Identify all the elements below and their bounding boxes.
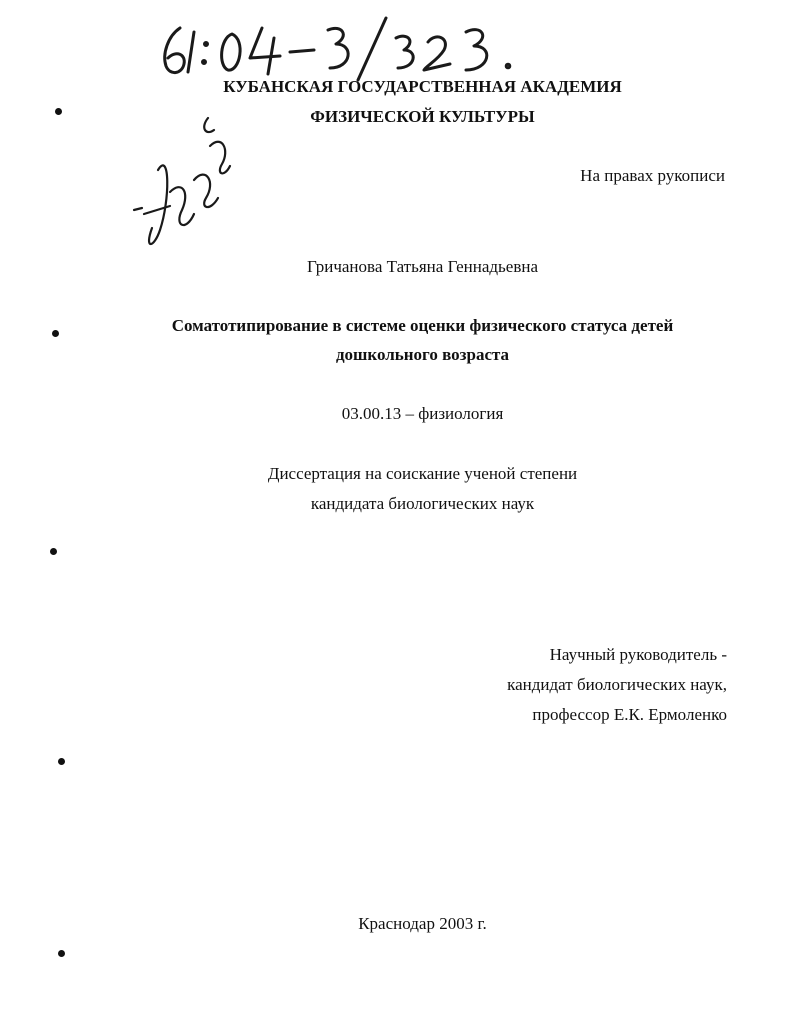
- degree-line-2: кандидата биологических наук: [310, 494, 535, 513]
- author-name: Гричанова Татьяна Геннадьевна: [306, 257, 539, 276]
- handwritten-signature: [130, 110, 240, 255]
- supervisor-line-3: профессор Е.К. Ермоленко: [532, 705, 727, 724]
- binding-hole-mark: [50, 548, 57, 555]
- degree-line-1: Диссертация на соискание ученой степени: [267, 464, 578, 483]
- institution-line-2: ФИЗИЧЕСКОЙ КУЛЬТУРЫ: [310, 107, 535, 126]
- institution-line-1: КУБАНСКАЯ ГОСУДАРСТВЕННАЯ АКАДЕМИЯ: [223, 77, 622, 96]
- supervisor-line-2: кандидат биологических наук,: [507, 675, 727, 694]
- specialty-code: 03.00.13 – физиология: [341, 404, 504, 423]
- supervisor-line-1: Научный руководитель -: [549, 645, 727, 664]
- rights-note: На правах рукописи: [580, 166, 725, 185]
- dissertation-title-line-2: дошкольного возраста: [335, 345, 510, 364]
- place-and-year: Краснодар 2003 г.: [358, 914, 487, 933]
- dissertation-title-line-1: Соматотипирование в системе оценки физического статуса детей: [171, 316, 674, 335]
- binding-hole-mark: [58, 950, 65, 957]
- binding-hole-mark: [58, 758, 65, 765]
